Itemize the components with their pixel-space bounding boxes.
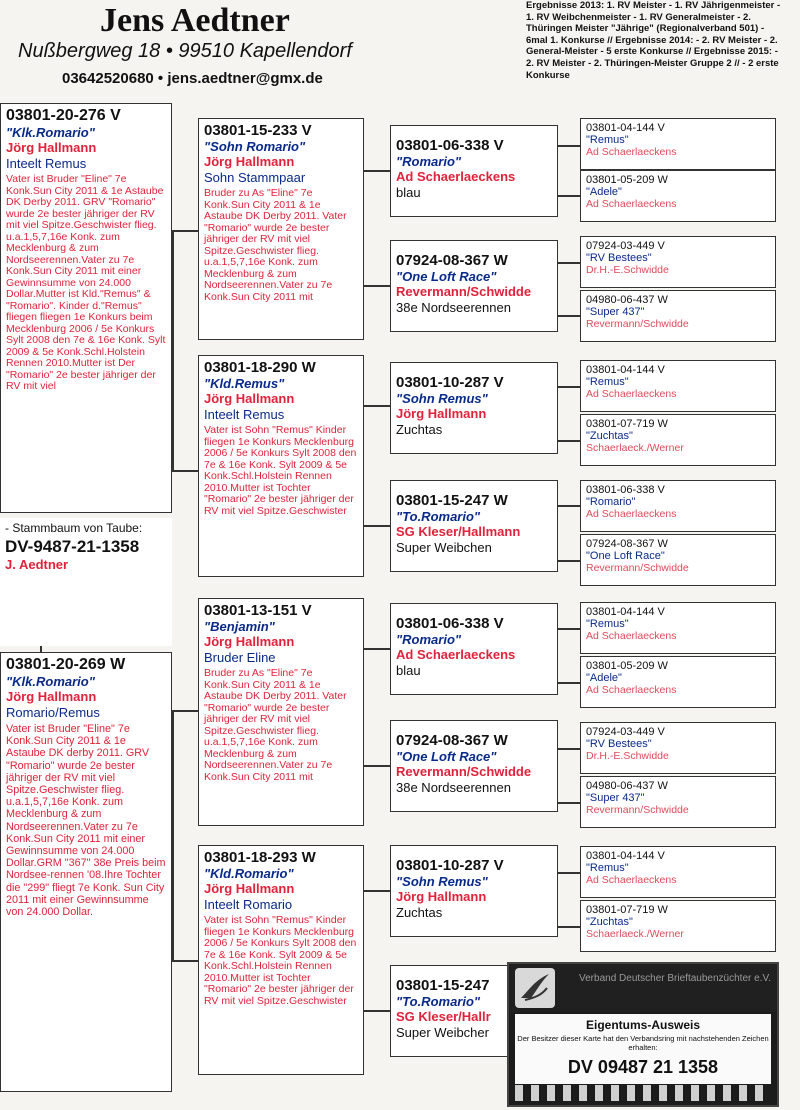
col3-owner: Revermann/Schwidde — [396, 284, 532, 299]
col3-box-1 — [390, 125, 558, 217]
connector-line — [558, 926, 580, 928]
col4-owner: Revermann/Schwidde — [586, 562, 689, 574]
sire-desc: Inteelt Remus — [6, 156, 87, 171]
sire-notes: Vater ist Bruder "Eline" 7e Konk.Sun City 2011 & 1e Astaube DK Derby 2011. GRV "Romario" wurde 2e bester jähriger der RV mit viel Spitze.Geschwister flieg. u.a.1,5,7,16e Konk. zum Mecklenburg & zum Nordseerennen.Vater zu 7e Konk.Sun City 2011 mit einer Gewinnsumme von 24.000 Dollar.Mutter ist Kld."Remus" & "Romario". Kinder d."Remus" fliegen fliegen 1e Konkurs beim Mecklenburg 2006 / 5e Konkurs Sylt 2008 den 7e & 16e Konk. Sylt 2009 & 5e Konk.Schl.Holstein Rennen 2010.Mutter ist Der "Romario" 2e bester jähriger der RV mit viel — [6, 173, 166, 392]
col4-owner: Ad Schaerlaeckens — [586, 508, 677, 520]
col4-owner: Revermann/Schwidde — [586, 318, 689, 330]
col3-owner: Jörg Hallmann — [396, 889, 487, 904]
col4-box-10 — [580, 656, 776, 708]
connector-line — [172, 230, 198, 232]
col2-desc: Bruder Eline — [204, 650, 276, 665]
col2-name: "Kld.Romario" — [204, 866, 294, 881]
connector-line — [172, 470, 198, 472]
dam-desc: Romario/Remus — [6, 705, 100, 720]
col4-box-11 — [580, 722, 776, 774]
col4-owner: Dr.H.-E.Schwidde — [586, 264, 669, 276]
col4-box-7 — [580, 480, 776, 532]
connector-line — [558, 195, 580, 197]
dove-logo-icon — [515, 968, 555, 1008]
col2-name: "Kld.Remus" — [204, 376, 285, 391]
col3-ring: 03801-15-247 — [396, 977, 490, 994]
ownership-card — [507, 962, 779, 1107]
col3-ring: 03801-06-338 V — [396, 137, 504, 154]
col4-ring: 07924-03-449 V — [586, 726, 665, 738]
card-title: Eigentums-Ausweis — [585, 1018, 701, 1032]
col4-ring: 03801-04-144 V — [586, 606, 665, 618]
col2-box-4 — [198, 845, 364, 1075]
col4-ring: 07924-08-367 W — [586, 538, 668, 550]
col4-owner: Ad Schaerlaeckens — [586, 146, 677, 158]
col2-ring: 03801-15-233 V — [204, 122, 312, 139]
col3-owner: SG Kleser/Hallr — [396, 1009, 491, 1024]
connector-line — [364, 405, 390, 407]
col4-box-6 — [580, 414, 776, 466]
subject-box — [0, 518, 172, 646]
col3-owner: Revermann/Schwidde — [396, 764, 532, 779]
col4-name: "Remus" — [586, 618, 629, 630]
col3-name: "Sohn Remus" — [396, 874, 488, 889]
col2-box-1 — [198, 118, 364, 340]
col3-ring: 03801-10-287 V — [396, 857, 504, 874]
col3-name: "Romario" — [396, 154, 462, 169]
connector-line — [558, 440, 580, 442]
col3-desc: Super Weibcher — [396, 1025, 489, 1040]
col4-owner: Ad Schaerlaeckens — [586, 388, 677, 400]
sire-owner: Jörg Hallmann — [6, 140, 97, 155]
card-body — [515, 1014, 771, 1084]
col3-name: "One Loft Race" — [396, 749, 497, 764]
col4-name: "Remus" — [586, 862, 629, 874]
connector-line — [172, 960, 198, 962]
card-pattern — [515, 1085, 771, 1101]
subject-label: - Stammbaum von Taube: — [5, 521, 143, 535]
col4-owner: Revermann/Schwidde — [586, 804, 689, 816]
connector-line — [558, 262, 580, 264]
connector-line — [172, 230, 174, 470]
col4-owner: Ad Schaerlaeckens — [586, 874, 677, 886]
col2-desc: Inteelt Romario — [204, 897, 293, 912]
col3-owner: Ad Schaerlaeckens — [396, 647, 516, 662]
col2-owner: Jörg Hallmann — [204, 154, 295, 169]
col4-ring: 04980-06-437 W — [586, 294, 668, 306]
col4-ring: 04980-06-437 W — [586, 780, 668, 792]
results-text: Ergebnisse 2013: 1. RV Meister - 1. RV Jährigenmeister - 1. RV Weibchenmeister - 1. RV Generalmeister - 2. Thüringen Meister "Jährige" (Regionalverband 501) - 6mal 1. Konkurse // Ergebnisse 2014: - 2. RV Meister - 2. General-Meister - 5 erste Konkurse // Ergebnisse 2015: - 2. RV Meister - 2. Thüringen-Meister Gruppe 2 // - 2 erste Konkurse — [526, 0, 781, 81]
dam-owner: Jörg Hallmann — [6, 689, 97, 704]
col2-desc: Inteelt Remus — [204, 407, 285, 422]
col4-name: "One Loft Race" — [586, 550, 665, 562]
col4-ring: 03801-07-719 W — [586, 904, 668, 916]
breeder-address: Nußbergweg 18 • 99510 Kapellendorf — [18, 40, 352, 62]
col4-ring: 03801-04-144 V — [586, 122, 665, 134]
col2-owner: Jörg Hallmann — [204, 391, 295, 406]
col3-box-7 — [390, 845, 558, 937]
col4-box-4 — [580, 290, 776, 342]
col4-name: "Super 437" — [586, 792, 645, 804]
connector-line — [364, 648, 390, 650]
col4-box-5 — [580, 360, 776, 412]
col2-ring: 03801-18-290 W — [204, 359, 316, 376]
col4-box-13 — [580, 846, 776, 898]
col2-box-2 — [198, 355, 364, 577]
connector-line — [172, 710, 174, 960]
connector-line — [364, 1010, 390, 1012]
col4-name: "Remus" — [586, 376, 629, 388]
connector-line — [364, 765, 390, 767]
col3-name: "To.Romario" — [396, 509, 481, 524]
col4-name: "RV Bestees" — [586, 252, 652, 264]
col3-desc: Zuchtas — [396, 422, 443, 437]
connector-line — [40, 646, 42, 652]
col2-ring: 03801-13-151 V — [204, 602, 312, 619]
col4-box-1 — [580, 118, 776, 170]
subject-ring: DV-9487-21-1358 — [5, 537, 140, 556]
sire-box — [0, 103, 172, 513]
col4-name: "RV Bestees" — [586, 738, 652, 750]
col3-ring: 07924-08-367 W — [396, 252, 508, 269]
col3-desc: blau — [396, 185, 421, 200]
col4-name: "Adele" — [586, 672, 622, 684]
col3-owner: Jörg Hallmann — [396, 406, 487, 421]
col3-box-2 — [390, 240, 558, 332]
dam-ring: 03801-20-269 W — [6, 656, 126, 673]
card-org: Verband Deutscher Brieftaubenzüchter e.V. — [579, 973, 771, 984]
col4-ring: 03801-05-209 W — [586, 660, 668, 672]
col4-name: "Remus" — [586, 134, 629, 146]
connector-line — [172, 710, 198, 712]
col4-box-9 — [580, 602, 776, 654]
col4-owner: Schaerlaeck./Werner — [586, 928, 684, 940]
card-header — [509, 964, 777, 1012]
col3-box-4 — [390, 480, 558, 572]
col2-box-3 — [198, 598, 364, 826]
col4-owner: Ad Schaerlaeckens — [586, 630, 677, 642]
col3-box-8 — [390, 965, 508, 1057]
col4-box-14 — [580, 900, 776, 952]
col4-owner: Ad Schaerlaeckens — [586, 198, 677, 210]
col2-notes: Vater ist Sohn "Remus" Kinder fliegen 1e Konkurs Mecklenburg 2006 / 5e Konkurs Sylt 2008 den 7e & 16e Konk. Sylt 2009 & 5e Konk.Schl.Holstein Rennen 2010.Mutter ist Tochter "Romario" 2e bester jähriger der RV mit viel Spitze.Geschwister — [204, 424, 357, 517]
col4-owner: Ad Schaerlaeckens — [586, 684, 677, 696]
col3-box-5 — [390, 603, 558, 695]
col4-ring: 03801-06-338 V — [586, 484, 665, 496]
col2-owner: Jörg Hallmann — [204, 881, 295, 896]
connector-line — [558, 145, 580, 147]
col3-desc: blau — [396, 663, 421, 678]
col4-owner: Schaerlaeck./Werner — [586, 442, 684, 454]
col3-name: "Sohn Remus" — [396, 391, 488, 406]
col3-name: "To.Romario" — [396, 994, 481, 1009]
col3-name: "One Loft Race" — [396, 269, 497, 284]
col2-notes: Bruder zu As "Eline" 7e Konk.Sun City 2011 & 1e Astaube DK Derby 2011. Vater "Romario" wurde 2e bester jähriger der RV mit viel Spitze.Geschwister flieg. u.a.1,5,7,16e Konk. zum Mecklenburg & zum Nordseerennen.Vater zu 7e Konk.Sun City 2011 mit — [204, 667, 347, 783]
connector-line — [558, 802, 580, 804]
col3-box-6 — [390, 720, 558, 812]
connector-line — [558, 505, 580, 507]
col2-notes: Bruder zu As "Eline" 7e Konk.Sun City 2011 & 1e Astaube DK Derby 2011. Vater "Romario" wurde 2e bester jähriger der RV mit viel Spitze.Geschwister flieg. u.a.1,5,7,16e Konk. zum Mecklenburg & zum Nordseerennen.Vater zu 7e Konk.Sun City 2011 mit — [204, 187, 347, 303]
connector-line — [364, 890, 390, 892]
col4-ring: 07924-03-449 V — [586, 240, 665, 252]
col2-desc: Sohn Stammpaar — [204, 170, 306, 185]
col3-owner: Ad Schaerlaeckens — [396, 169, 516, 184]
col4-ring: 03801-04-144 V — [586, 364, 665, 376]
col4-box-3 — [580, 236, 776, 288]
connector-line — [558, 872, 580, 874]
dam-name: "Klk.Romario" — [6, 674, 95, 689]
col2-owner: Jörg Hallmann — [204, 634, 295, 649]
subject-owner: J. Aedtner — [5, 557, 69, 572]
col3-ring: 03801-06-338 V — [396, 615, 504, 632]
col4-name: "Adele" — [586, 186, 622, 198]
connector-line — [364, 525, 390, 527]
col4-name: "Super 437" — [586, 306, 645, 318]
col4-ring: 03801-05-209 W — [586, 174, 668, 186]
dam-box — [0, 652, 172, 1092]
col3-ring: 03801-15-247 W — [396, 492, 508, 509]
col2-name: "Sohn Romario" — [204, 139, 306, 154]
connector-line — [558, 682, 580, 684]
col4-box-2 — [580, 170, 776, 222]
col4-name: "Zuchtas" — [586, 430, 633, 442]
connector-line — [558, 386, 580, 388]
col4-name: "Zuchtas" — [586, 916, 633, 928]
col4-owner: Dr.H.-E.Schwidde — [586, 750, 669, 762]
sire-ring: 03801-20-276 V — [6, 107, 121, 124]
connector-line — [364, 285, 390, 287]
connector-line — [558, 748, 580, 750]
dam-notes: Vater ist Bruder "Eline" 7e Konk.Sun City 2011 & 1e Astaube DK derby 2011. GRV "Romario" wurde 2e bester jähriger der RV mit viel Spitze.Geschwister flieg. u.a.1,5,7,16e Konk. zum Mecklenburg & zum Nordseerennen.Vater zu 7e Konk.Sun City 2011 mit einer Gewinnsumme von 24.000 Dollar.GRM "367" 38e Preis beim Nordsee-rennen '08.Ihre Tochter die "299" fliegt 7e Konk. Sun City 2011 mit einer Gewinnsumme von 24.000 Dollar. — [6, 723, 166, 919]
breeder-name: Jens Aedtner — [100, 2, 290, 39]
col4-name: "Romario" — [586, 496, 636, 508]
col3-name: "Romario" — [396, 632, 462, 647]
col3-ring: 07924-08-367 W — [396, 732, 508, 749]
col3-desc: Super Weibchen — [396, 540, 492, 555]
col2-ring: 03801-18-293 W — [204, 849, 316, 866]
col4-ring: 03801-07-719 W — [586, 418, 668, 430]
connector-line — [558, 560, 580, 562]
col3-ring: 03801-10-287 V — [396, 374, 504, 391]
col3-owner: SG Kleser/Hallmann — [396, 524, 521, 539]
card-text: Der Besitzer dieser Karte hat den Verbandsring mit nachstehenden Zeichen erhalten: — [517, 1034, 769, 1052]
col4-box-12 — [580, 776, 776, 828]
connector-line — [558, 628, 580, 630]
col3-desc: 38e Nordseerennen — [396, 780, 511, 795]
col4-box-8 — [580, 534, 776, 586]
col2-name: "Benjamin" — [204, 619, 275, 634]
connector-line — [558, 315, 580, 317]
sire-name: "Klk.Romario" — [6, 125, 95, 140]
col2-notes: Vater ist Sohn "Remus" Kinder fliegen 1e Konkurs Mecklenburg 2006 / 5e Konkurs Sylt 2008 den 7e & 16e Konk. Sylt 2009 & 5e Konk.Schl.Holstein Rennen 2010.Mutter ist Tochter "Romario" 2e bester jähriger der RV mit viel Spitze.Geschwister — [204, 914, 357, 1007]
card-ring-number: DV 09487 21 1358 — [567, 1057, 719, 1077]
col3-desc: Zuchtas — [396, 905, 443, 920]
col3-desc: 38e Nordseerennen — [396, 300, 511, 315]
connector-line — [364, 170, 390, 172]
col4-ring: 03801-04-144 V — [586, 850, 665, 862]
col3-box-3 — [390, 362, 558, 454]
breeder-contact: 03642520680 • jens.aedtner@gmx.de — [62, 70, 323, 87]
